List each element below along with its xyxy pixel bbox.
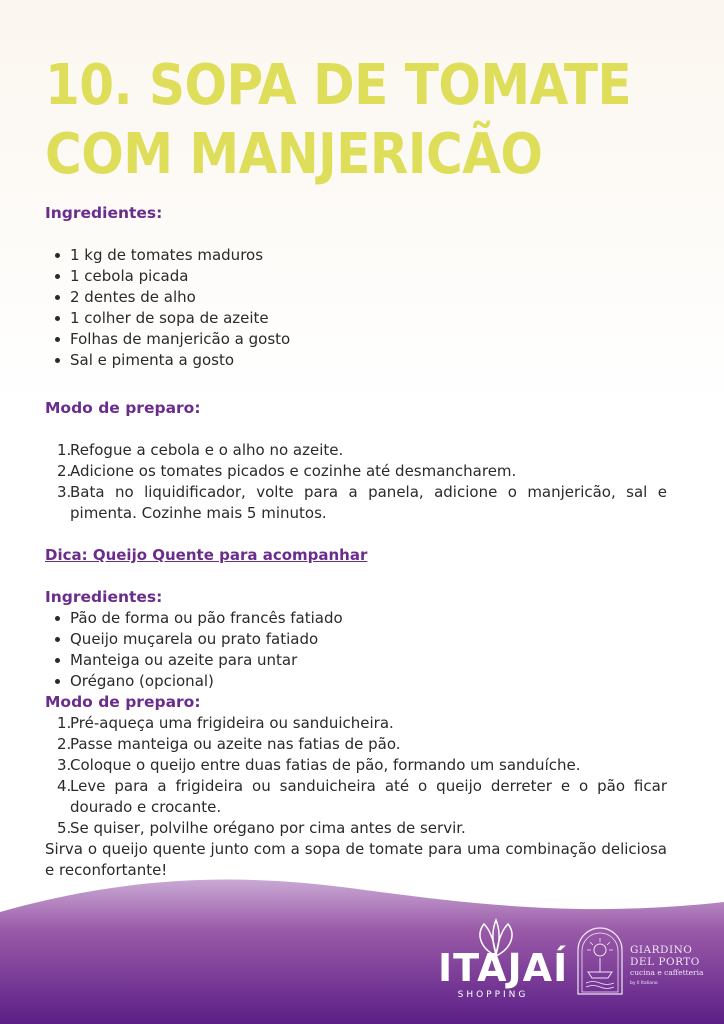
list-item [45, 755, 667, 776]
list-item: 1 colher de sopa de azeite [45, 308, 667, 329]
step-text: Bata no liquidificador, volte para a panela, adicione o manjericão, sal e pimenta. Cozinhe mais 5 minutos. [70, 483, 667, 522]
tip-ingredients-heading: Ingredientes: [45, 588, 163, 606]
step-text: Coloque o queijo entre duas fatias de pão, formando um sanduíche. [70, 756, 581, 774]
tip-heading: Dica: Queijo Quente para acompanhar [45, 546, 368, 564]
step-number: 1. [57, 441, 72, 459]
list-item: Sal e pimenta a gosto [45, 350, 667, 371]
step-number: 2. [57, 735, 72, 753]
closing-text: Sirva o queijo quente junto com a sopa de tomate para uma combinação deliciosa e reconfortante! [45, 840, 667, 879]
list-item: Orégano (opcional) [45, 671, 667, 692]
step-number: 4. [57, 777, 72, 795]
step-number: 3. [57, 756, 72, 774]
list-item [45, 440, 667, 461]
page-title: 10. SOPA DE TOMATE COM MANJERICÃO [45, 52, 632, 187]
step-text: Se quiser, polvilhe orégano por cima antes de servir. [70, 819, 466, 837]
itajai-logo [438, 946, 569, 1000]
list-item: 1 kg de tomates maduros [45, 245, 667, 266]
step-number: 1. [57, 714, 72, 732]
giardino-logo [630, 944, 720, 988]
step-number: 5. [57, 819, 72, 837]
recipe-content [45, 203, 667, 881]
step-text: Refogue a cebola e o alho no azeite. [70, 441, 344, 459]
list-item: Pão de forma ou pão francês fatiado [45, 608, 667, 629]
step-number: 3. [57, 483, 72, 501]
step-text: Adicione os tomates picados e cozinhe até desmancharem. [70, 462, 517, 480]
step-text: Passe manteiga ou azeite nas fatias de pão. [70, 735, 401, 753]
giardino-emblem-icon [576, 926, 624, 996]
step-number: 2. [57, 462, 72, 480]
method-steps [45, 440, 667, 524]
logo-subtitle: cucina e caffetteria [630, 968, 704, 977]
list-item: Manteiga ou azeite para untar [45, 650, 667, 671]
step-text: Pré-aqueça uma frigideira ou sanduicheira. [70, 714, 394, 732]
list-item [45, 776, 667, 818]
list-item [45, 734, 667, 755]
list-item [45, 482, 667, 524]
list-item [45, 713, 667, 734]
logo-line2: DEL PORTO [630, 956, 700, 968]
step-text: Leve para a frigideira ou sanduicheira até o queijo derreter e o pão ficar dourado e crocante. [70, 777, 667, 816]
tip-method-heading: Modo de preparo: [45, 693, 201, 711]
list-item: Queijo muçarela ou prato fatiado [45, 629, 667, 650]
logo-byline: by Il Italiano [630, 981, 658, 986]
tip-method-steps [45, 713, 667, 839]
ingredients-heading: Ingredientes: [45, 204, 163, 222]
logo-wordmark: ITAJAÍ [438, 946, 569, 990]
method-heading: Modo de preparo: [45, 399, 201, 417]
logo-line1: GIARDINO [630, 944, 693, 956]
ingredients-list [45, 245, 667, 371]
list-item [45, 461, 667, 482]
list-item: Folhas de manjericão a gosto [45, 329, 667, 350]
list-item [45, 818, 667, 839]
tip-ingredients-list [45, 608, 667, 692]
list-item: 2 dentes de alho [45, 287, 667, 308]
logo-subtitle: SHOPPING [457, 990, 529, 1000]
list-item: 1 cebola picada [45, 266, 667, 287]
